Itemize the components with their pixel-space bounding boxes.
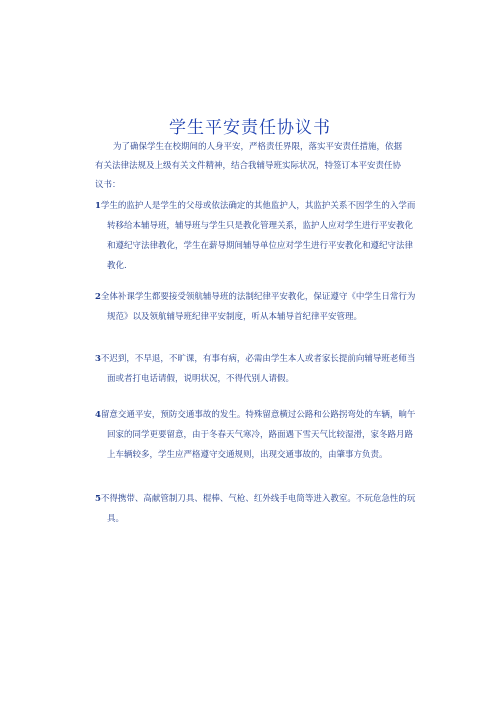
clause-text: 学生的监护人是学生的父母或依法确定的其他监护人，其监护关系不因学生的入学而转移给本辅导班，辅导班与学生只是教化管理关系，监护人应对学生进行平安教化和遵纪守法律教化，学生在薪导期间辅导单位应对学生进行平安教化和遵纪守法律教化. <box>100 201 416 271</box>
intro-paragraph: 为了确保学生在校期间的人身平安，严格责任界限，落实平安责任措施，依据有关法律法规及上级有关文件精神，结合我辅导班实际状况，特签订本平安责任协议书： <box>95 142 403 190</box>
clause-5 <box>95 489 417 529</box>
clause-number: 4 <box>95 410 101 420</box>
clause-3 <box>95 349 417 389</box>
clause-1 <box>95 196 417 276</box>
clause-number: 2 <box>95 292 101 302</box>
clause-text: 不迟到，不早退，不旷课，有事有病，必需由学生本人或者家长提前向辅导班老师当面或者打电话请假，说明状况，不得代别人请假。 <box>100 354 416 384</box>
clause-number: 5 <box>95 494 101 504</box>
clause-text: 全体补课学生都要接受领航辅导班的法制纪律平安教化，保证遵守《中学生日常行为规范》以及领航辅导班纪律平安制度，听从本辅导首纪律平安管理。 <box>100 292 416 322</box>
clause-2 <box>95 287 417 327</box>
clause-number: 1 <box>95 201 101 211</box>
clause-text: 留意交通平安，预防交通事故的发生。特殊留意横过公路和公路拐弯处的车辆，晌午回家的同学更要留意，由于冬春天气寒冷，路面遇下雪天气比较湿滑，家冬路月路上车辆较多，学生应严格遵守交通规则，出现交通事故的，由肇事方负责。 <box>100 410 416 460</box>
clause-number: 3 <box>95 354 101 364</box>
clause-text: 不得携带、高献管制刀具、棍棒、气枪、红外线手电筒等进入教室。不玩危急性的玩具。 <box>100 494 416 524</box>
clause-4 <box>95 405 417 465</box>
document-title: 学生平安责任协议书 <box>169 118 331 138</box>
